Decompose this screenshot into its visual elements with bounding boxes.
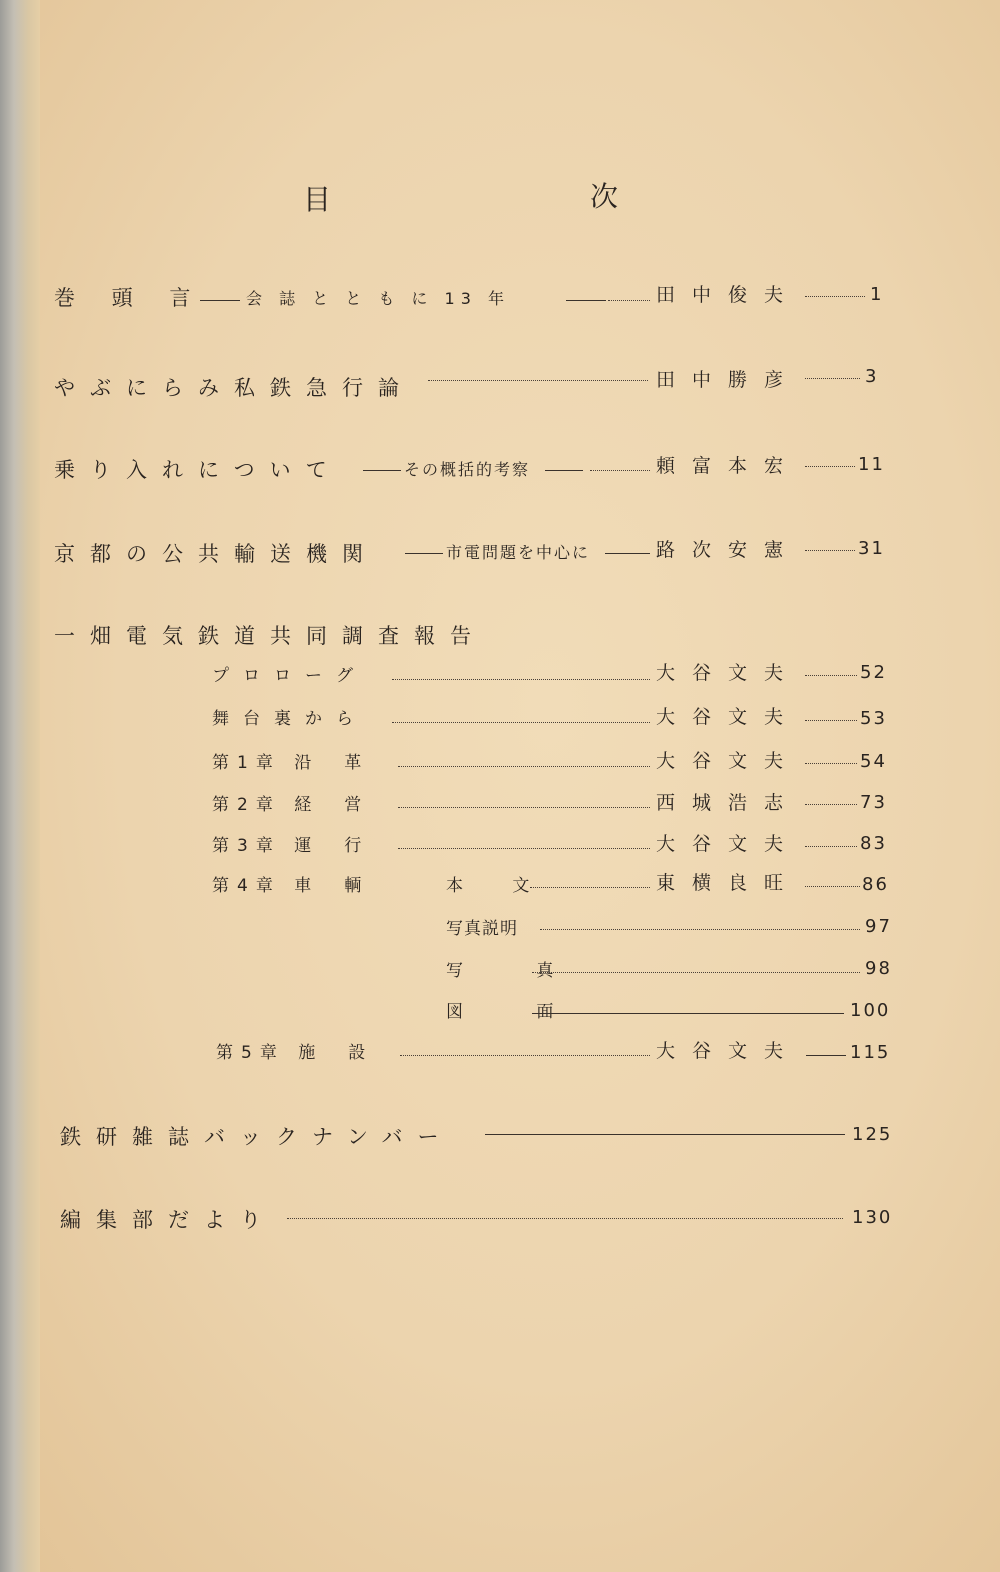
- entry-page: 125: [852, 1124, 893, 1145]
- report-item-page: 98: [865, 958, 892, 979]
- report-item-author: 大谷文夫: [656, 662, 801, 684]
- entry-author: 田中勝彦: [656, 369, 801, 391]
- report-item-page: 53: [860, 708, 887, 729]
- leader-dots: [805, 466, 855, 467]
- dash-line: [405, 553, 443, 554]
- toc-title-left: 目: [303, 183, 333, 216]
- dash-line: [200, 300, 240, 301]
- report-item-title: プロローグ: [212, 666, 367, 686]
- report-item-page: 86: [862, 874, 889, 895]
- leader-dots: [287, 1218, 843, 1219]
- dash-line: [806, 1055, 846, 1056]
- leader-dots: [805, 675, 857, 676]
- report-item-title: 第1章 沿 革: [212, 753, 370, 773]
- leader-dots: [805, 720, 857, 721]
- entry-author: 路次安憲: [656, 539, 801, 561]
- entry-title: 巻 頭 言: [54, 286, 206, 310]
- report-item-title: 第2章 経 営: [212, 795, 370, 815]
- report-item-author: 西城浩志: [656, 792, 801, 814]
- dash-line: [485, 1134, 845, 1135]
- entry-subtitle: その概括的考察: [404, 460, 531, 479]
- leader-dots: [805, 846, 857, 847]
- report-item-sub: 本 文: [446, 876, 552, 896]
- entry-author: 田中俊夫: [656, 284, 801, 306]
- report-item-title: 舞台裏から: [212, 709, 367, 729]
- report-item-sub: 写真説明: [446, 919, 518, 939]
- leader-dots: [805, 296, 865, 297]
- leader-dots: [400, 1055, 650, 1056]
- entry-author: 頼富本宏: [656, 455, 801, 477]
- entry-title: 乗り入れについて: [54, 458, 342, 482]
- report-item-page: 54: [860, 751, 887, 772]
- report-heading: 一畑電気鉄道共同調査報告: [54, 624, 486, 648]
- leader-dots: [805, 804, 857, 805]
- dash-line: [545, 470, 583, 471]
- entry-subtitle: 会 誌 と と も に 13 年: [246, 289, 510, 308]
- entry-page: 1: [870, 284, 884, 305]
- leader-dots: [428, 380, 648, 381]
- report-item-title: 第5章 施 設: [216, 1043, 374, 1063]
- report-item-author: 大谷文夫: [656, 706, 801, 728]
- entry-title: 鉄研雑誌バックナンバー: [60, 1125, 454, 1149]
- leader-dots: [392, 722, 650, 723]
- report-item-sub: 写 真: [446, 961, 588, 981]
- report-item-author: 大谷文夫: [656, 1040, 801, 1062]
- leader-dots: [392, 679, 650, 680]
- leader-dots: [532, 972, 860, 973]
- report-item-title: 第4章 車 輌: [212, 876, 370, 896]
- entry-page: 11: [858, 454, 885, 475]
- leader-dots: [530, 887, 650, 888]
- entry-page: 3: [865, 366, 879, 387]
- entry-title: 編集部だより: [60, 1208, 276, 1232]
- leader-dots: [398, 848, 650, 849]
- dash-line: [532, 1013, 844, 1014]
- leader-dots: [540, 929, 860, 930]
- leader-dots: [805, 886, 860, 887]
- report-item-page: 100: [850, 1000, 891, 1021]
- leader-dots: [590, 470, 650, 471]
- leader-dots: [398, 766, 650, 767]
- dash-line: [363, 470, 401, 471]
- leader-dots: [608, 300, 650, 301]
- report-item-author: 大谷文夫: [656, 750, 801, 772]
- entry-page: 130: [852, 1207, 893, 1228]
- leader-dots: [805, 378, 860, 379]
- report-item-page: 52: [860, 662, 887, 683]
- dash-line: [605, 553, 650, 554]
- leader-dots: [398, 807, 650, 808]
- report-item-author: 東横良旺: [656, 872, 801, 894]
- leader-dots: [805, 550, 855, 551]
- entry-page: 31: [858, 538, 885, 559]
- leader-dots: [805, 763, 857, 764]
- report-item-page: 73: [860, 792, 887, 813]
- dash-line: [566, 300, 606, 301]
- report-item-author: 大谷文夫: [656, 833, 801, 855]
- toc-title-right: 次: [590, 180, 620, 213]
- report-item-sub: 図 面: [446, 1002, 588, 1022]
- entry-subtitle: 市電問題を中心に: [446, 543, 591, 562]
- entry-title: 京都の公共輸送機関: [54, 542, 378, 566]
- report-item-page: 97: [865, 916, 892, 937]
- report-item-page: 115: [850, 1042, 891, 1063]
- entry-title: やぶにらみ私鉄急行論: [54, 376, 414, 400]
- report-item-page: 83: [860, 833, 887, 854]
- book-binding-edge: [0, 0, 40, 1572]
- report-item-title: 第3章 運 行: [212, 836, 370, 856]
